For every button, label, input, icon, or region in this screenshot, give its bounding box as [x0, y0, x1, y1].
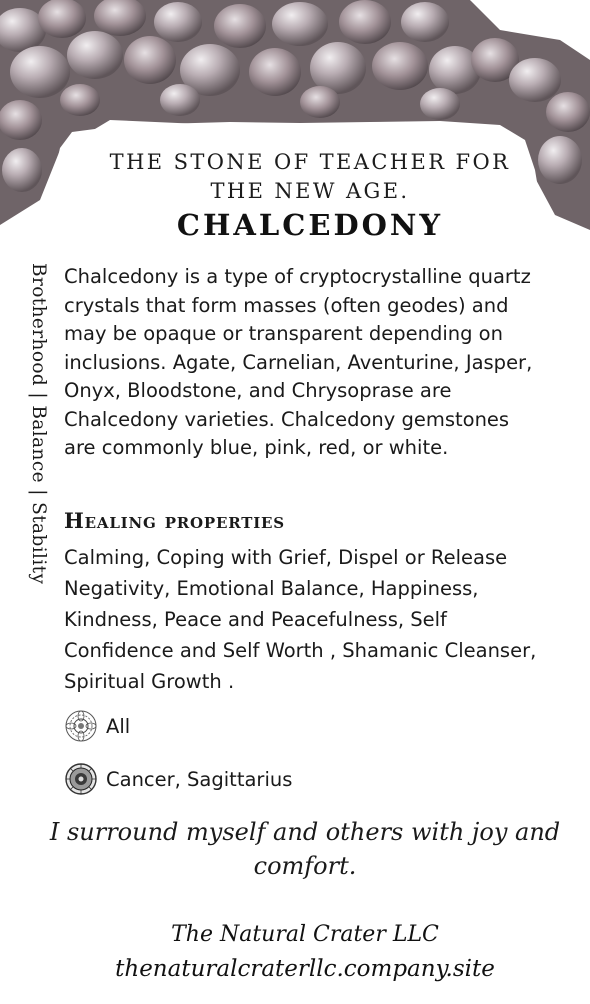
zodiac-row — [64, 762, 292, 796]
stone-name-title: CHALCEDONY — [176, 208, 444, 242]
stone-description: Chalcedony is a type of cryptocrystalline quartz crystals that form masses (often geodes) and may be opaque or transparent depending on inclusions. Agate, Carnelian, Aventurine, Jasper, Onyx, Bloodstone, and Chrysoprase are Chalcedony varieties. Chalcedony gemstones are commonly blue, pink, red, or white. — [64, 265, 533, 459]
tagline-line-1: THE STONE OF TEACHER FOR — [109, 150, 511, 174]
healing-properties-text: Calming, Coping with Grief, Dispel or Release Negativity, Emotional Balance, Happiness, Kindness, Peace and Peacefulness, Self Confidence and Self Worth , Shamanic Cleanser, Spiritual Growth . — [64, 546, 537, 693]
healing-properties-heading: Healing properties — [64, 508, 285, 533]
lotus-mandala-icon — [64, 709, 98, 743]
zodiac-value: Cancer, Sagittarius — [106, 767, 293, 791]
side-keywords: Brotherhood | Balance | Stability — [28, 263, 49, 585]
tagline-line-2: THE NEW AGE. — [210, 179, 410, 203]
affirmation: I surround myself and others with joy and comfort. — [49, 818, 561, 880]
chakra-row — [64, 709, 130, 743]
zodiac-wheel-icon — [64, 762, 98, 796]
brand-name: The Natural Crater LLC — [171, 922, 439, 947]
website-url: thenaturalcraterllc.company.site — [115, 956, 495, 982]
tagline — [60, 148, 560, 206]
chakra-value: All — [106, 714, 131, 738]
